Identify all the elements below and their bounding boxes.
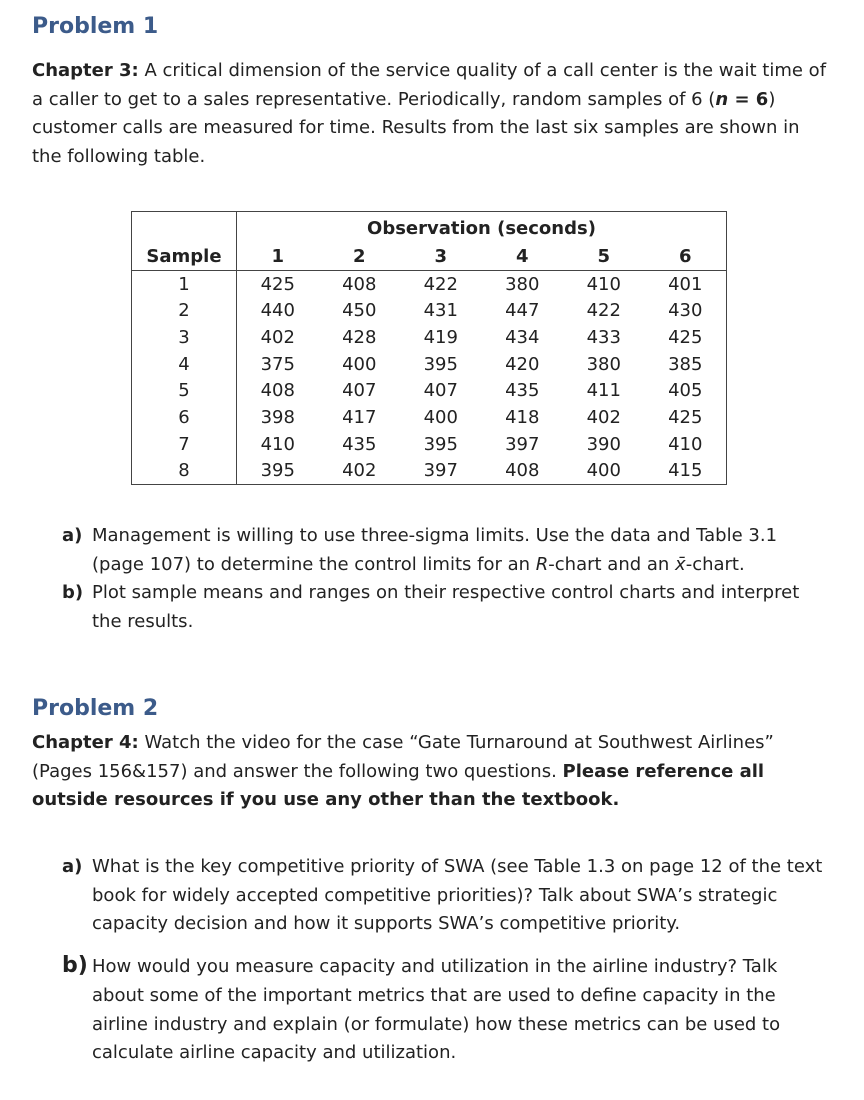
observation-cell: 400: [563, 458, 645, 485]
sample-number-cell: 7: [132, 431, 237, 458]
table-title-row: [132, 212, 727, 244]
observation-cell: 450: [342, 300, 377, 322]
table-row: [132, 270, 727, 297]
observation-cell: 397: [505, 433, 540, 455]
sample-number-cell: 2: [132, 297, 237, 324]
observation-cell: 408: [342, 273, 377, 295]
observation-cell: 435: [342, 433, 377, 455]
observation-cell: 425: [645, 404, 727, 431]
sample-number-cell: 4: [132, 351, 237, 378]
problem-1-heading: Problem 1: [32, 14, 159, 39]
column-header: 5: [563, 243, 645, 270]
column-header: 3: [400, 243, 482, 270]
sample-number-cell: 8: [132, 458, 237, 485]
question-1a-text-1: Management is willing to use three-sigma limits. Use the data and Table 3.1 (page 107) to determine the control limits for an: [92, 525, 778, 575]
chapter-3-label: Chapter 3:: [32, 60, 139, 81]
observation-cell: 400: [423, 406, 458, 428]
observation-cell: 390: [586, 433, 621, 455]
observation-cell: 401: [645, 270, 727, 297]
observation-cell: 422: [423, 273, 458, 295]
observation-cell: 420: [505, 353, 540, 375]
observation-cell: 407: [423, 380, 458, 402]
question-1a: [62, 522, 832, 579]
sample-corner-cell: [132, 212, 237, 244]
column-header: 4: [482, 243, 564, 270]
sample-number-cell: 1: [132, 270, 237, 297]
observation-cell: 408: [260, 380, 295, 402]
question-1b: [62, 579, 832, 636]
observation-cell: 430: [645, 297, 727, 324]
observation-cell: 435: [505, 380, 540, 402]
observation-cell: 415: [645, 458, 727, 485]
table-row: [132, 431, 727, 458]
table-row: [132, 297, 727, 324]
observation-cell: 375: [260, 353, 295, 375]
intro-text-a: A critical dimension of the service quality of a call center is the wait time of a caller to get to a sales representative. Periodically, random samples of 6 (: [32, 60, 827, 110]
sample-number-cell: 5: [132, 377, 237, 404]
observation-cell: 402: [319, 458, 401, 485]
question-2a-marker: a): [62, 856, 83, 877]
r-symbol: R: [535, 553, 549, 575]
sample-number-cell: 3: [132, 324, 237, 351]
observation-cell: 395: [423, 433, 458, 455]
xbar-symbol: x̄: [675, 553, 686, 575]
observation-table: [131, 211, 727, 485]
observation-cell: 402: [586, 406, 621, 428]
observation-header: Observation (seconds): [237, 212, 727, 244]
table-row: [132, 404, 727, 431]
observation-cell: 410: [260, 433, 295, 455]
table-body: [132, 270, 727, 485]
intro-text-b: ) customer calls are measured for time. Results from the last six samples are shown in the following table.: [32, 88, 800, 168]
problem-2-questions: [62, 853, 832, 1068]
table-row: [132, 351, 727, 378]
observation-cell: 385: [645, 351, 727, 378]
observation-cell: 447: [505, 300, 540, 322]
question-2b-marker: b): [62, 953, 88, 979]
observation-cell: 428: [342, 326, 377, 348]
sample-number-cell: 6: [132, 404, 237, 431]
problem-2-heading: Problem 2: [32, 696, 159, 721]
observation-cell: 418: [505, 406, 540, 428]
n-equals: = 6: [728, 88, 769, 110]
observation-cell: 395: [423, 353, 458, 375]
observation-cell: 425: [645, 324, 727, 351]
problem-2-intro: [32, 729, 822, 815]
observation-cell: 431: [423, 300, 458, 322]
observation-cell: 380: [586, 353, 621, 375]
observation-cell: 395: [237, 458, 319, 485]
observation-cell: 410: [645, 431, 727, 458]
n-symbol: n: [715, 88, 729, 110]
question-1b-marker: b): [62, 582, 84, 604]
observation-cell: 410: [586, 273, 621, 295]
observation-cell: 397: [400, 458, 482, 485]
sample-header: Sample: [132, 243, 237, 270]
observation-cell: 434: [505, 326, 540, 348]
column-header: 2: [319, 243, 401, 270]
observation-cell: 408: [482, 458, 564, 485]
problem-1-questions: [62, 522, 832, 637]
observation-cell: 440: [260, 300, 295, 322]
question-1a-text-2: -chart and an: [548, 553, 676, 575]
question-2b: [62, 953, 832, 1068]
question-1b-text: Plot sample means and ranges on their respective control charts and interpret the results.: [92, 582, 800, 633]
observation-cell: 411: [586, 380, 621, 402]
question-2a: [62, 853, 832, 939]
observation-cell: 402: [260, 326, 295, 348]
observation-cell: 405: [645, 377, 727, 404]
table-header-row: [132, 243, 727, 270]
observation-cell: 433: [586, 326, 621, 348]
table-row: [132, 324, 727, 351]
question-2a-text: What is the key competitive priority of SWA (see Table 1.3 on page 12 of the text book for widely accepted competitive priorities)? Talk about SWA’s strategic capacity decision and how it supports SWA’s competitive priority.: [92, 856, 823, 935]
observation-cell: 398: [260, 406, 295, 428]
table-row: [132, 377, 727, 404]
observation-cell: 419: [423, 326, 458, 348]
table-row: [132, 458, 727, 485]
reference-notice: Please reference all outside resources if you use any other than the textbook.: [32, 760, 765, 811]
column-header: 1: [237, 243, 319, 270]
observation-cell: 407: [342, 380, 377, 402]
problem-2-intro-text: Watch the video for the case “Gate Turnaround at Southwest Airlines” (Pages 156&157) and answer the following two questions.: [32, 732, 774, 782]
observation-cell: 422: [586, 300, 621, 322]
observation-cell: 425: [260, 273, 295, 295]
question-1a-marker: a): [62, 525, 83, 546]
chapter-4-label: Chapter 4:: [32, 732, 139, 753]
question-2b-text: How would you measure capacity and utilization in the airline industry? Talk about some of the important metrics that are used to define capacity in the airline industry and explain (or formulate) how these metrics can be used to calculate airline capacity and utilization.: [92, 956, 781, 1064]
column-header: 6: [645, 243, 727, 270]
observation-cell: 417: [342, 406, 377, 428]
problem-1-intro: [32, 57, 832, 172]
question-1a-text-3: -chart.: [685, 553, 745, 575]
observation-cell: 400: [342, 353, 377, 375]
observation-cell: 380: [505, 273, 540, 295]
